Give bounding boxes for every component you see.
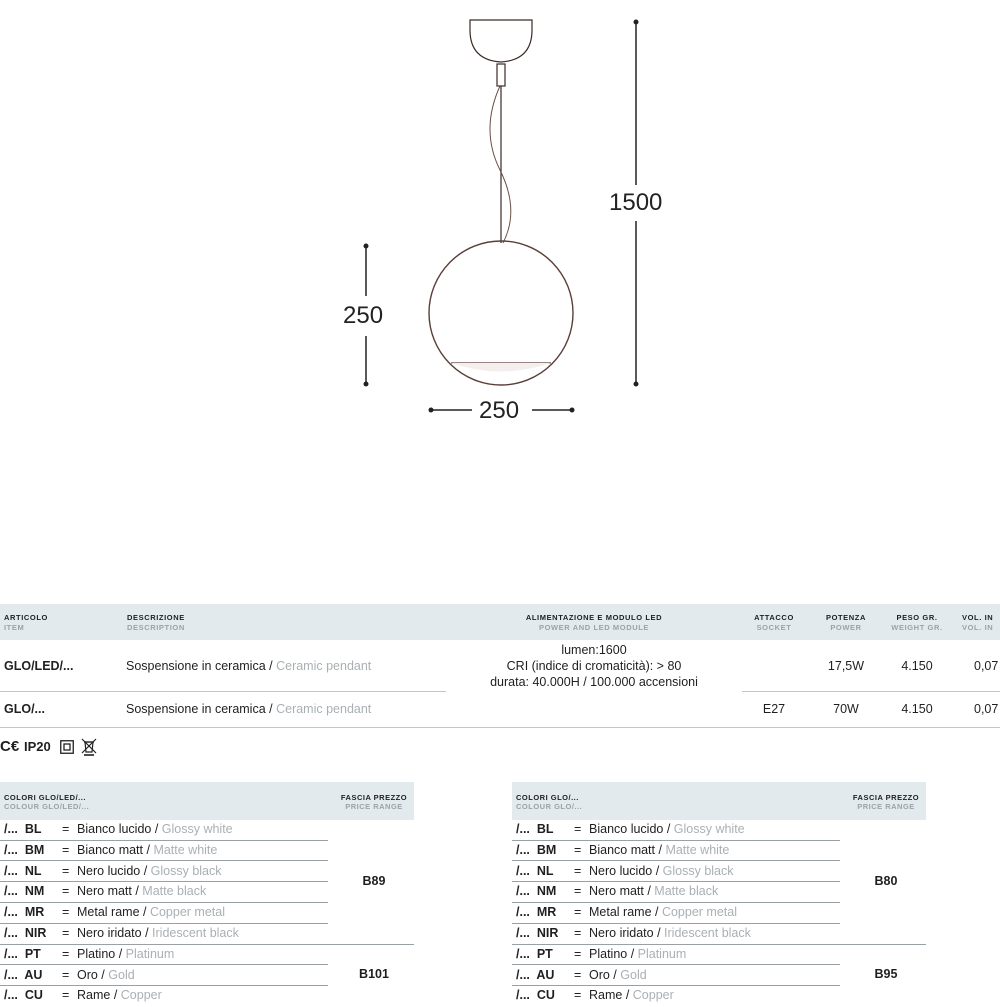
colour-equals: =: [62, 905, 70, 920]
colour-name-en: Matte white: [153, 842, 218, 857]
colour-equals: =: [62, 967, 70, 982]
row2-description: Sospensione in ceramica / Ceramic pendant: [126, 702, 372, 716]
header-item: ARTICOLO ITEM: [4, 613, 48, 632]
colour-description: [589, 882, 718, 901]
colour-name-en: Platinum: [637, 946, 687, 961]
row2-volume: 0,07: [974, 702, 999, 716]
colour-equals: =: [574, 967, 582, 982]
colour-name-en: Copper metal: [149, 905, 225, 920]
colour-table-2-price-title: FASCIA PREZZO PRICE RANGE: [852, 793, 920, 811]
header-weight: PESO GR. WEIGHT GR.: [891, 613, 943, 632]
colour-table-2-group-divider: [512, 944, 926, 945]
colour-description: [77, 966, 135, 985]
colour-row: [516, 986, 836, 1007]
colour-code: /... MR: [516, 905, 557, 920]
colour-equals: =: [62, 863, 70, 878]
spec-row-divider: [0, 691, 446, 692]
colour-description: [589, 966, 647, 985]
ceiling-canopy: [470, 20, 532, 62]
colour-row: [4, 945, 324, 966]
colour-row: [4, 862, 324, 883]
colour-row: [516, 841, 836, 862]
colour-name-it: Nero lucido /: [589, 863, 663, 878]
row1-power: 17,5W: [827, 659, 865, 673]
colour-table-2-price-group-2: B95: [874, 967, 898, 981]
colour-name-it: Bianco matt /: [589, 842, 666, 857]
row2-power: 70W: [833, 702, 859, 716]
colour-equals: =: [62, 842, 70, 857]
colour-description: [589, 924, 751, 943]
shade-width-label: 250: [479, 397, 520, 424]
colour-equals: =: [62, 822, 70, 836]
ce-mark: C€: [0, 738, 20, 755]
colour-code: /... NIR: [516, 926, 559, 940]
colour-description: [77, 820, 233, 839]
row1-item: GLO/LED/...: [4, 659, 74, 673]
colour-table-1-price-group-2: B101: [359, 967, 389, 981]
colour-name-it: Bianco lucido /: [589, 822, 674, 836]
colour-row: [516, 862, 836, 883]
row1-volume: 0,07: [974, 659, 999, 673]
colour-equals: =: [62, 884, 70, 899]
colour-equals: =: [574, 926, 582, 940]
colour-row: [516, 966, 836, 987]
colour-name-en: Copper: [120, 988, 162, 1003]
colour-code: /... NM: [516, 884, 557, 899]
colour-code: /... NL: [516, 863, 554, 878]
colour-code: /... PT: [4, 946, 41, 961]
colour-name-it: Metal rame /: [589, 905, 662, 920]
colour-name-it: Bianco lucido /: [77, 822, 162, 836]
colour-row: [4, 882, 324, 903]
colour-description: [77, 986, 162, 1005]
colour-table-2-header: [512, 782, 926, 820]
colour-row: [4, 820, 324, 841]
row2-socket: E27: [762, 702, 786, 716]
colour-equals: =: [574, 842, 582, 857]
colour-name-it: Platino /: [77, 946, 126, 961]
colour-description: [77, 882, 206, 901]
colour-name-en: Copper: [632, 988, 674, 1003]
colour-name-en: Glossy black: [150, 863, 222, 878]
colour-description: [77, 924, 239, 943]
colour-code: /... BL: [516, 822, 554, 836]
colour-name-it: Bianco matt /: [77, 842, 154, 857]
colour-row: [516, 820, 836, 841]
colour-equals: =: [574, 863, 582, 878]
colour-table-1-group-divider: [0, 944, 414, 945]
colour-description: [589, 903, 737, 922]
row1-led-module: lumen:1600 CRI (indice di cromaticità): > 80 durata: 40.000H / 100.000 accensioni: [490, 643, 698, 689]
colour-description: [589, 841, 729, 860]
colour-description: [77, 903, 225, 922]
colour-row: [4, 986, 324, 1007]
colour-code: /... PT: [516, 946, 553, 961]
colour-name-en: Iridescent black: [664, 926, 751, 940]
colour-name-en: Gold: [620, 967, 647, 982]
spec-row-divider: [742, 691, 1000, 692]
colour-name-en: Glossy white: [161, 822, 233, 836]
colour-name-en: Matte black: [654, 884, 719, 899]
colour-name-it: Rame /: [589, 988, 633, 1003]
colour-name-en: Glossy black: [662, 863, 734, 878]
colour-name-it: Rame /: [77, 988, 121, 1003]
weee-bin-icon: [81, 738, 97, 756]
colour-equals: =: [574, 988, 582, 1003]
colour-name-it: Nero matt /: [589, 884, 655, 899]
colour-description: [589, 986, 674, 1005]
colour-table-2-title: COLORI GLO/... COLOUR GLO/...: [516, 793, 583, 811]
colour-code: /... BL: [4, 822, 42, 836]
colour-table-2-price-group-1: B80: [874, 874, 898, 888]
colour-row: [516, 882, 836, 903]
colour-table-1-header: [0, 782, 414, 820]
colour-code: /... AU: [516, 967, 555, 982]
colour-code: /... NM: [4, 884, 45, 899]
colour-row: [4, 903, 324, 924]
row1-description: Sospensione in ceramica / Ceramic pendant: [126, 659, 372, 673]
spec-row-divider: [0, 727, 1000, 728]
colour-name-it: Nero lucido /: [77, 863, 151, 878]
header-socket: ATTACCO SOCKET: [754, 613, 794, 632]
colour-equals: =: [62, 926, 70, 940]
spec-table-header: [0, 604, 1000, 640]
colour-equals: =: [62, 988, 70, 1003]
colour-name-en: Iridescent black: [152, 926, 239, 940]
colour-table-1-price-title: FASCIA PREZZO PRICE RANGE: [340, 793, 408, 811]
colour-table-1-price-group-1: B89: [362, 874, 386, 888]
row2-item: GLO/...: [4, 702, 45, 716]
colour-name-en: Matte white: [665, 842, 730, 857]
double-insulation-icon: [60, 740, 74, 754]
colour-description: [589, 820, 745, 839]
header-power-led: ALIMENTAZIONE E MODULO LED POWER AND LED MODULE: [525, 613, 663, 632]
colour-row: [4, 841, 324, 862]
colour-code: /... NIR: [4, 926, 47, 940]
colour-name-it: Oro /: [77, 967, 109, 982]
colour-row: [516, 924, 836, 945]
colour-name-en: Glossy white: [673, 822, 745, 836]
colour-name-it: Nero matt /: [77, 884, 143, 899]
colour-equals: =: [574, 946, 582, 961]
colour-name-it: Nero iridato /: [77, 926, 153, 940]
colour-name-en: Copper metal: [661, 905, 737, 920]
colour-description: [77, 841, 217, 860]
colour-equals: =: [62, 946, 70, 961]
colour-description: [77, 862, 222, 881]
cable-clamp: [497, 64, 505, 86]
header-volume: VOL. IN VOL. IN: [962, 613, 994, 632]
colour-name-it: Metal rame /: [77, 905, 150, 920]
colour-description: [77, 945, 174, 964]
row2-weight: 4.150: [901, 702, 933, 716]
row1-weight: 4.150: [901, 659, 933, 673]
total-height-label: 1500: [609, 189, 663, 216]
colour-equals: =: [574, 905, 582, 920]
colour-equals: =: [574, 884, 582, 899]
colour-code: /... BM: [516, 842, 557, 857]
colour-code: /... CU: [516, 988, 555, 1003]
colour-table-1-title: COLORI GLO/LED/... COLOUR GLO/LED/...: [4, 793, 90, 811]
colour-code: /... NL: [4, 863, 42, 878]
colour-code: /... AU: [4, 967, 43, 982]
colour-row: [4, 966, 324, 987]
colour-code: /... CU: [4, 988, 43, 1003]
shade-height-label: 250: [343, 302, 384, 329]
colour-name-it: Nero iridato /: [589, 926, 665, 940]
colour-row: [516, 903, 836, 924]
colour-equals: =: [574, 822, 582, 836]
colour-name-en: Gold: [108, 967, 135, 982]
colour-name-en: Matte black: [142, 884, 207, 899]
ip-rating: IP20: [24, 739, 51, 754]
header-description: DESCRIZIONE DESCRIPTION: [127, 613, 185, 632]
colour-row: [516, 945, 836, 966]
colour-name-it: Platino /: [589, 946, 638, 961]
colour-name-en: Platinum: [125, 946, 175, 961]
colour-code: /... MR: [4, 905, 45, 920]
header-power: POTENZA POWER: [825, 613, 867, 632]
colour-description: [589, 862, 734, 881]
colour-name-it: Oro /: [589, 967, 621, 982]
colour-description: [589, 945, 686, 964]
colour-row: [4, 924, 324, 945]
colour-code: /... BM: [4, 842, 45, 857]
